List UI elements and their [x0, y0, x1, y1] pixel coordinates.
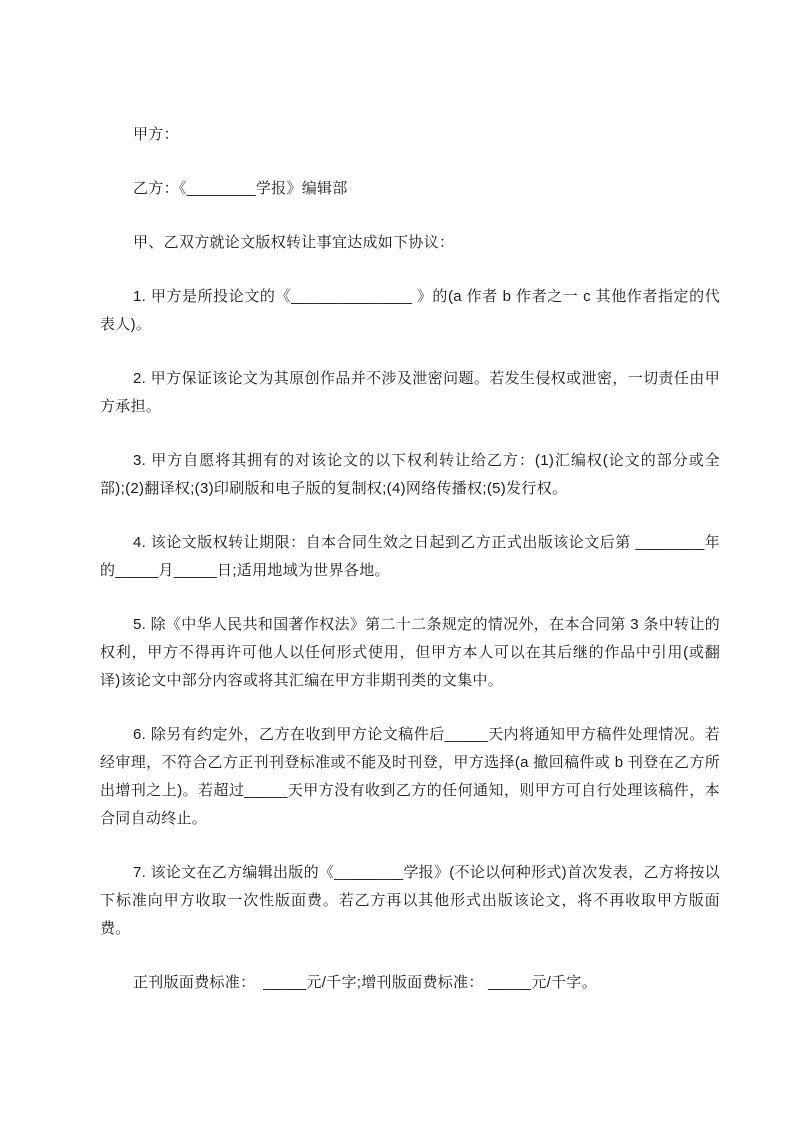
clause-3: 3. 甲方自愿将其拥有的对该论文的以下权利转让给乙方：(1)汇编权(论文的部分或全部);(2)翻译权;(3)印刷版和电子版的复制权;(4)网络传播权;(5)发行权。 — [100, 452, 720, 497]
clause-7: 7. 该论文在乙方编辑出版的《________学报》(不论以何种形式)首次发表，乙方将按以下标准向甲方收取一次性版面费。若乙方再以其他形式出版该论文，将不再收取甲方版面费。 — [100, 864, 720, 937]
clause-1: 1. 甲方是所投论文的《______________ 》的(a 作者 b 作者之一 c 其他作者指定的代表人)。 — [100, 288, 720, 333]
clause-2: 2. 甲方保证该论文为其原创作品并不涉及泄密问题。若发生侵权或泄密，一切责任由甲方承担。 — [100, 370, 720, 415]
fee-standard-line: 正刊版面费标准： _____元/千字;增刊版面费标准： _____元/千字。 — [133, 974, 597, 991]
contract-body — [100, 121, 720, 1023]
clause-6: 6. 除另有约定外，乙方在收到甲方论文稿件后_____天内将通知甲方稿件处理情况。若经审理，不符合乙方正刊刊登标准或不能及时刊登，甲方选择(a 撤回稿件或 b 刊登在乙方所出增刊之上)。若超过_____天甲方没有收到乙方的任何通知，则甲方可自行处理该稿件，本合同自动终止。 — [100, 726, 720, 827]
clause-5: 5. 除《中华人民共和国著作权法》第二十二条规定的情况外，在本合同第 3 条中转让的权利，甲方不得再许可他人以任何形式使用，但甲方本人可以在其后继的作品中引用(或翻译)该论文中部分内容或将其汇编在甲方非期刊类的文集中。 — [100, 616, 720, 689]
clause-4: 4. 该论文版权转让期限：自本合同生效之日起到乙方正式出版该论文后第 ________年的_____月_____日;适用地域为世界各地。 — [100, 534, 720, 579]
party-a-line: 甲方： — [133, 126, 179, 143]
preamble-line: 甲、乙双方就论文版权转让事宜达成如下协议： — [133, 234, 455, 251]
party-b-line: 乙方：《________学报》编辑部 — [133, 180, 348, 197]
